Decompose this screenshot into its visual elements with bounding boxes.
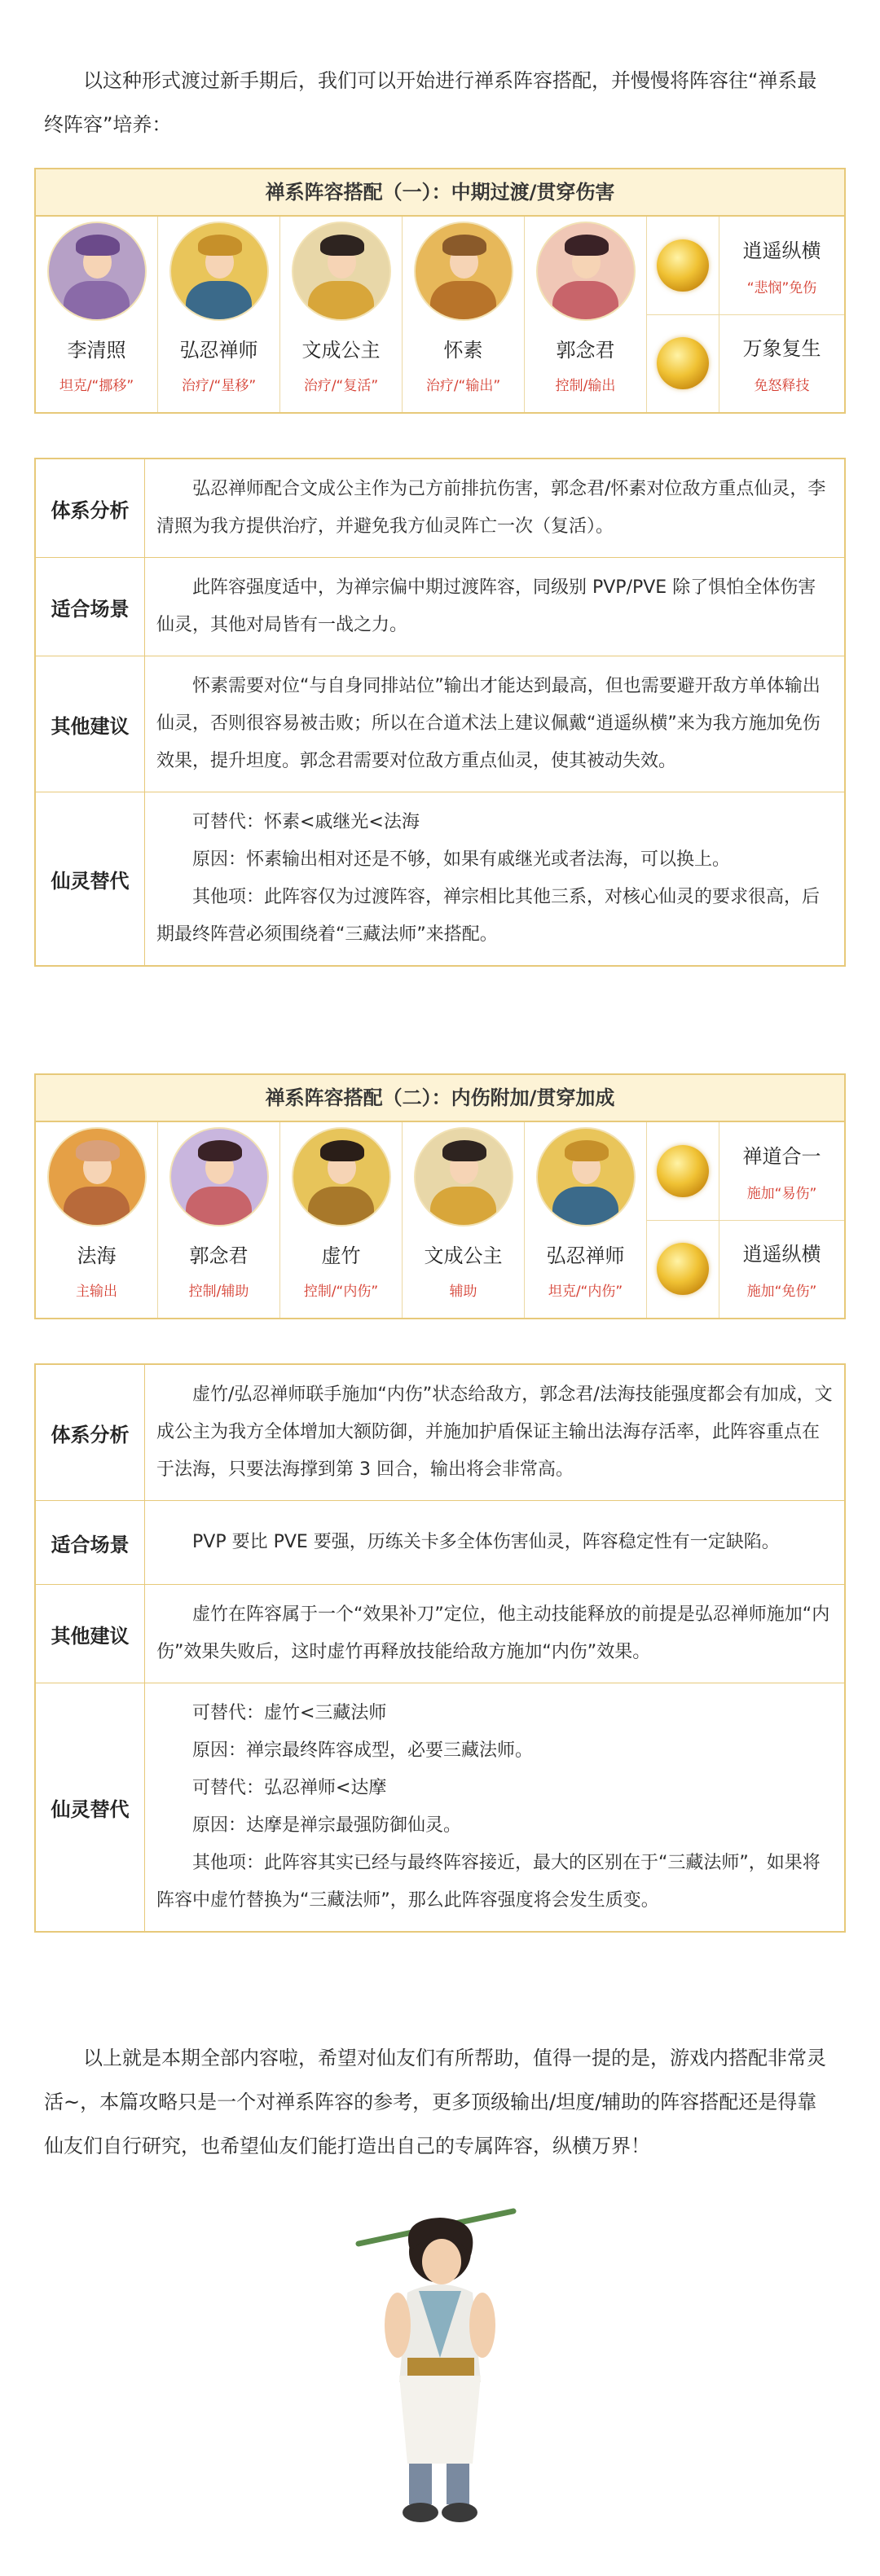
analysis-label: 适合场景 — [36, 1501, 145, 1584]
analysis-table-1 — [34, 458, 846, 967]
skill-desc: 免怒释技 — [754, 378, 810, 395]
hero-role: 控制/辅助 — [188, 1284, 249, 1300]
hero-name: 怀素 — [443, 339, 483, 362]
intro-paragraph: 以这种形式渡过新手期后，我们可以开始进行禅系阵容搭配，并慢慢将阵容往“禅系最终阵容”培养： — [44, 69, 817, 136]
analysis-text: 弘忍禅师配合文成公主作为己方前排抗伤害，郭念君/怀素对位敌方重点仙灵，李清照为我方提供治疗，并避免我方仙灵阵亡一次（复活）。 — [156, 479, 826, 537]
skill-orb-icon — [657, 239, 709, 292]
hero-role: 治疗/“星移” — [181, 378, 257, 394]
hero-avatar — [416, 223, 512, 319]
hero-avatar — [171, 1129, 267, 1225]
hero-avatar — [538, 223, 634, 319]
analysis-table-2 — [34, 1363, 846, 1933]
lineup-title: 禅系阵容搭配（一）：中期过渡/贯穿伤害 — [36, 169, 844, 217]
analysis-row — [36, 1500, 844, 1584]
analysis-row — [36, 1584, 844, 1683]
outro-paragraph: 以上就是本期全部内容啦，希望对仙友们有所帮助，值得一提的是，游戏内搭配非常灵活~，本篇攻略只是一个对禅系阵容的参考，更多顶级输出/坦度/辅助的阵容搭配还是得靠仙友们自行研究，也希望仙友们能打造出自己的专属阵容，纵横万界！ — [44, 2047, 826, 2157]
hero-name: 李清照 — [67, 339, 126, 362]
hero-avatar — [49, 223, 145, 319]
hero-role: 控制/“内伤” — [303, 1284, 379, 1300]
hero-avatar — [293, 1129, 389, 1225]
hero-role: 治疗/“输出” — [425, 378, 501, 394]
hero-name: 文成公主 — [424, 1244, 503, 1267]
lineup-table-2 — [34, 1073, 846, 1319]
hero-card — [158, 1122, 280, 1318]
skill-column — [647, 217, 844, 412]
hero-name: 弘忍禅师 — [546, 1244, 625, 1267]
hero-avatar — [293, 223, 389, 319]
analysis-row — [36, 1683, 844, 1931]
analysis-label: 其他建议 — [36, 656, 145, 792]
hero-role: 坦克/“挪移” — [59, 378, 134, 394]
hero-name: 法海 — [77, 1244, 117, 1267]
analysis-text: 原因：怀素输出相对还是不够，如果有戚继光或者法海，可以换上。 — [192, 849, 731, 870]
hero-name: 文成公主 — [301, 339, 381, 362]
analysis-label: 其他建议 — [36, 1585, 145, 1683]
analysis-text: 此阵容强度适中，为禅宗偏中期过渡阵容，同级别 PVP/PVE 除了惧怕全体伤害仙灵，其他对局皆有一战之力。 — [156, 577, 816, 635]
skill-orb-icon — [657, 1243, 709, 1295]
analysis-text: 可替代：怀素<戚继光<法海 — [192, 812, 420, 832]
skill-desc: “悲悯”免伤 — [746, 279, 817, 296]
analysis-text: 可替代：虚竹<三藏法师 — [192, 1703, 387, 1723]
hero-card — [280, 217, 403, 412]
skill-row — [647, 1220, 844, 1319]
hero-card — [36, 1122, 158, 1318]
analysis-text: 虚竹在阵容属于一个“效果补刀”定位，他主动技能释放的前提是弘忍禅师施加“内伤”效果失败后，这时虚竹再释放技能给敌方施加“内伤”效果。 — [156, 1604, 830, 1662]
analysis-row — [36, 792, 844, 965]
hero-role: 主输出 — [76, 1284, 117, 1300]
hero-card — [525, 217, 647, 412]
skill-name: 禅道合一 — [742, 1144, 821, 1168]
skill-orb-icon — [657, 337, 709, 389]
skill-row — [647, 1122, 844, 1220]
skill-row — [647, 217, 844, 314]
analysis-text: 怀素需要对位“与自身同排站位”输出才能达到最高，但也需要避开敌方单体输出仙灵，否则很容易被击败；所以在合道术法上建议佩戴“逍遥纵横”来为我方施加免伤效果，提升坦度。郭念君需要对位敌方重点仙灵，使其被动失效。 — [156, 676, 821, 771]
hero-card — [525, 1122, 647, 1318]
analysis-text: PVP 要比 PVE 要强，历练关卡多全体伤害仙灵，阵容稳定性有一定缺陷。 — [192, 1532, 780, 1552]
hero-avatar — [171, 223, 267, 319]
skill-column — [647, 1122, 844, 1318]
analysis-text: 其他项：此阵容其实已经与最终阵容接近，最大的区别在于“三藏法师”，如果将阵容中虚竹替换为“三藏法师”，那么此阵容强度将会发生质变。 — [156, 1853, 821, 1911]
hero-role: 控制/输出 — [555, 378, 616, 394]
lineup-title: 禅系阵容搭配（二）：内伤附加/贯穿加成 — [36, 1075, 844, 1122]
skill-name: 逍遥纵横 — [742, 1243, 821, 1266]
hero-card — [158, 217, 280, 412]
analysis-text: 可替代：弘忍禅师<达摩 — [192, 1778, 387, 1798]
analysis-row — [36, 656, 844, 792]
skill-row — [647, 314, 844, 413]
analysis-text: 其他项：此阵容仅为过渡阵容，禅宗相比其他三系，对核心仙灵的要求很高，后期最终阵营必须围绕着“三藏法师”来搭配。 — [156, 887, 821, 945]
analysis-row — [36, 1365, 844, 1500]
hero-avatar — [49, 1129, 145, 1225]
skill-name: 万象复生 — [742, 337, 821, 361]
analysis-text: 原因：达摩是禅宗最强防御仙灵。 — [192, 1815, 462, 1836]
hero-name: 郭念君 — [189, 1244, 249, 1267]
hero-card — [403, 217, 525, 412]
hero-avatar — [538, 1129, 634, 1225]
skill-desc: 施加“免伤” — [746, 1284, 817, 1301]
skill-desc: 施加“易伤” — [746, 1185, 817, 1202]
skill-name: 逍遥纵横 — [742, 239, 821, 262]
analysis-row — [36, 459, 844, 557]
hero-avatar — [416, 1129, 512, 1225]
lineup-table-1 — [34, 168, 846, 414]
analysis-label: 体系分析 — [36, 1365, 145, 1500]
analysis-label: 适合场景 — [36, 558, 145, 656]
analysis-label: 仙灵替代 — [36, 1683, 145, 1931]
analysis-text: 虚竹/弘忍禅师联手施加“内伤”状态给敌方，郭念君/法海技能强度都会有加成，文成公主为我方全体增加大额防御，并施加护盾保证主输出法海存活率，此阵容重点在于法海，只要法海撑到第 3 回合，输出将会非常高。 — [156, 1385, 833, 1480]
skill-orb-icon — [657, 1145, 709, 1197]
analysis-text: 原因：禅宗最终阵容成型，必要三藏法师。 — [192, 1740, 534, 1761]
analysis-label: 仙灵替代 — [36, 792, 145, 965]
hero-role: 坦克/“内伤” — [548, 1284, 623, 1300]
hero-card — [403, 1122, 525, 1318]
analysis-label: 体系分析 — [36, 459, 145, 557]
hero-name: 郭念君 — [556, 339, 615, 362]
hero-card — [280, 1122, 403, 1318]
hero-role: 治疗/“复活” — [303, 378, 379, 394]
analysis-row — [36, 557, 844, 656]
hero-card — [36, 217, 158, 412]
character-illustration — [350, 2195, 530, 2537]
hero-name: 虚竹 — [321, 1244, 361, 1267]
hero-role: 辅助 — [449, 1284, 477, 1300]
hero-name: 弘忍禅师 — [179, 339, 258, 362]
